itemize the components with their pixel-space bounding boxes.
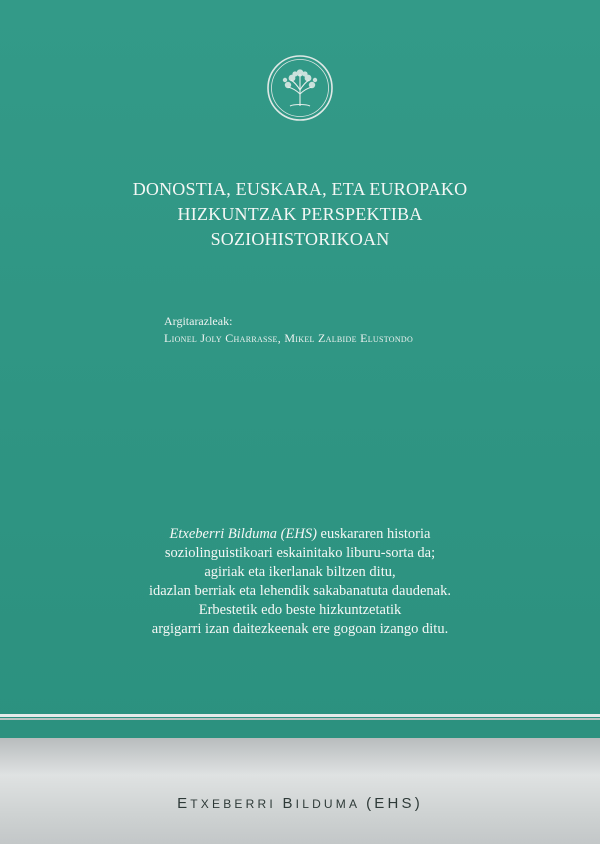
series-word: ILDUMA [295, 797, 367, 811]
description-line: argigarri izan daitezkeenak ere gogoan izango ditu. [151, 621, 449, 637]
description-line: Erbestetik edo beste hizkuntzetatik [198, 602, 402, 618]
title-line: HIZKUNTZAK PERSPEKTIBA [177, 204, 423, 224]
editors-names: Lionel Joly Charrasse, Mikel Zalbide Elustondo [164, 331, 414, 345]
editors-label: Argitarazleak: [164, 314, 233, 328]
series-band [0, 738, 600, 844]
series-description [0, 525, 600, 639]
description-line [0, 525, 600, 544]
series-footer [0, 795, 600, 812]
description-line: idazlan berriak eta lehendik sakabanatuta daudenak. [149, 583, 451, 599]
divider-stripe [0, 714, 600, 717]
series-initial: E [177, 795, 191, 812]
book-title [0, 177, 600, 252]
tree-seal-icon [266, 54, 334, 122]
title-line: SOZIOHISTORIKOAN [210, 229, 390, 249]
series-word: TXEBERRI [190, 797, 283, 811]
series-initial: B [282, 795, 296, 812]
title-line: DONOSTIA, EUSKARA, ETA EUROPAKO [132, 179, 468, 199]
description-line: soziolinguistikoari eskainitako liburu-sorta da; [164, 545, 436, 561]
series-abbr: (EHS) [366, 795, 423, 812]
divider-stripe [0, 718, 600, 720]
description-text: euskararen historia [316, 526, 431, 542]
series-name-italic: Etxeberri Bilduma (EHS) [169, 526, 317, 542]
description-line: agiriak eta ikerlanak biltzen ditu, [204, 564, 396, 580]
